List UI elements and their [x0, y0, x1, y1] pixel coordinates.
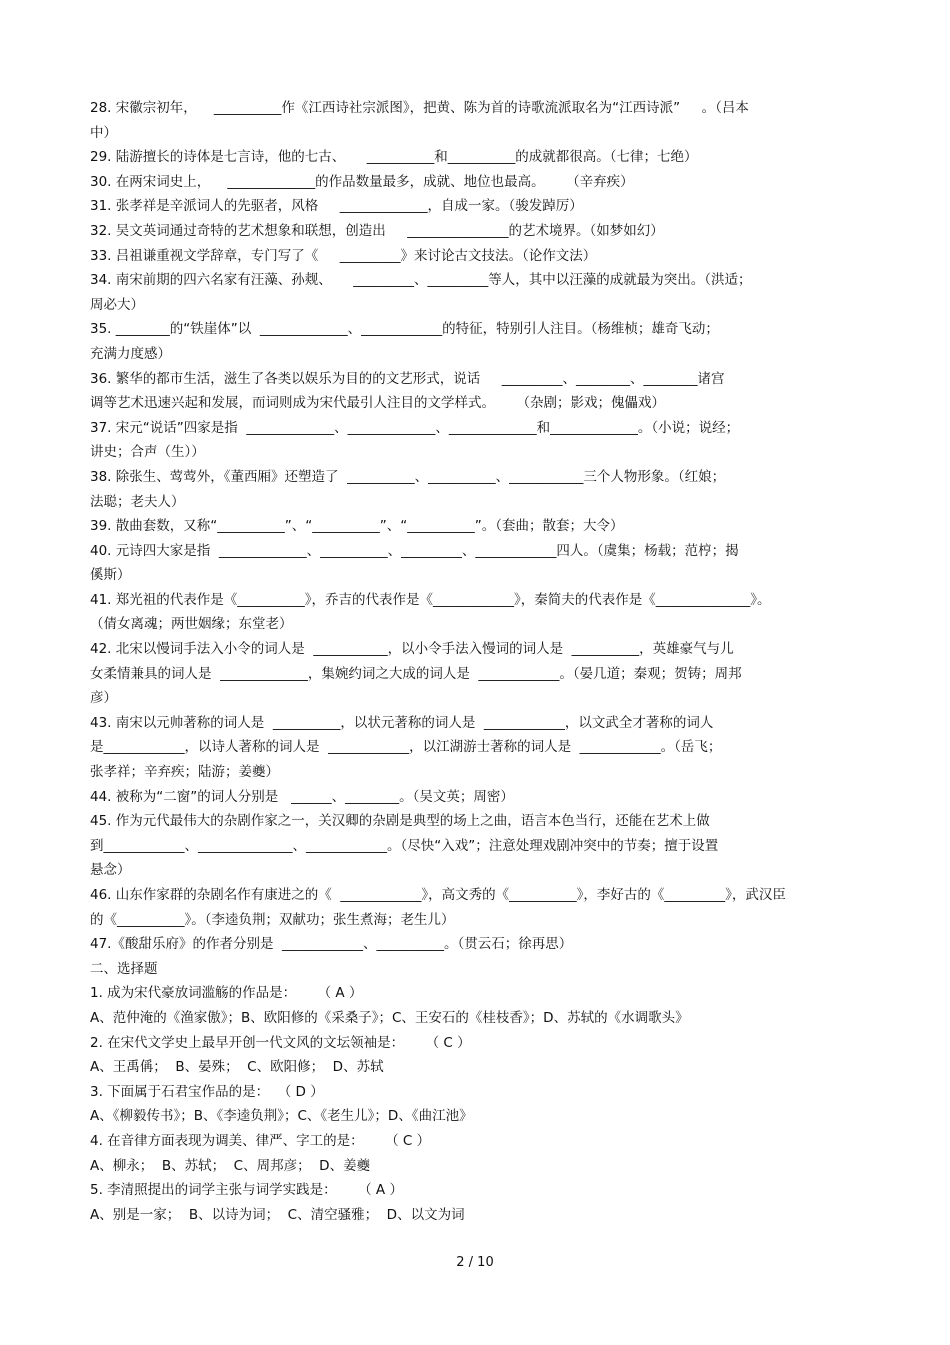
text-line: A、别是一家； B、以诗为词； C、清空骚雅； D、以文为词: [90, 1206, 465, 1223]
text-line: 傒斯）: [90, 567, 131, 584]
text-line: A、《柳毅传书》；B、《李逵负荆》；C、《老生儿》；D、《曲江池》: [90, 1108, 473, 1125]
text-line: 32. 吴文英词通过奇特的艺术想象和联想，创造出 _______________的艺术境界。（如梦如幻）: [90, 222, 664, 239]
text-line: 45. 作为元代最伟大的杂剧作家之一，关汉卿的杂剧是典型的场上之曲，语言本色当行，还能在艺术上做: [90, 813, 710, 830]
text-line: 46. 山东作家群的杂剧名作有康进之的《 ____________》，高文秀的《__________》，李好古的《_________》，武汉臣: [90, 887, 786, 903]
text-line: A、王禹偁； B、晏殊； C、欧阳修； D、苏轼: [90, 1059, 384, 1076]
page-number: 2 / 10: [456, 1255, 494, 1270]
text-line: 47.《酸甜乐府》的作者分别是 ____________、__________。（贯云石；徐再思）: [90, 936, 573, 953]
text-line: 到____________、______________、____________。（尽快“入戏”；注意处理戏剧冲突中的节奏；擅于设置: [90, 837, 719, 854]
text-line: 讲史；合声（生））: [90, 444, 205, 461]
text-line: 法聪；老夫人）: [90, 493, 185, 510]
text-line: 29. 陆游擅长的诗体是七言诗，他的七古、 __________和__________的成就都很高。（七律；七绝）: [90, 149, 698, 166]
text-line: 中）: [90, 124, 117, 141]
text-line: 周必大）: [90, 296, 144, 313]
text-line: 40. 元诗四大家是指 _____________、__________、_________、____________四人。（虞集；杨载；范梈；揭: [90, 542, 739, 559]
text-line: A、范仲淹的《渔家傲》；B、欧阳修的《采桑子》；C、王安石的《桂枝香》；D、苏轼的《水调歌头》: [90, 1009, 689, 1026]
text-line: 是____________，以诗人著称的词人是 ____________，以江湖游士著称的词人是 ____________。（岳飞；: [90, 739, 722, 756]
text-line: 28. 宋徽宗初年， __________作《江西诗社宗派图》，把黄、陈为首的诗歌流派取名为“江西诗派” 。（吕本: [90, 100, 749, 116]
text-line: 女柔情兼具的词人是 _____________，集婉约词之大成的词人是 ____________。（晏几道；秦观；贺铸；周邦: [90, 665, 742, 682]
text-line: 4. 在音律方面表现为调美、律严、字工的是： （ C ）: [90, 1132, 431, 1149]
text-line: 33. 吕祖谦重视文学辞章，专门写了《 _________》来讨论古文技法。（论作文法）: [90, 247, 597, 264]
page-content: [90, 96, 860, 1227]
text-line: 44. 被称为“二窗”的词人分别是 ______、________。（吴文英；周密）: [90, 788, 514, 805]
text-line: 3. 下面属于石君宝作品的是： （ D ）: [90, 1083, 324, 1100]
text-line: 36. 繁华的都市生活，滋生了各类以娱乐为目的的文艺形式，说话 _________、________、________诸宫: [90, 370, 725, 387]
text-line: 2. 在宋代文学史上最早开创一代文风的文坛领袖是： （ C ）: [90, 1034, 471, 1051]
text-line: 39. 散曲套数，又称“__________”、“__________”、“__________”。（套曲；散套；大令）: [90, 518, 624, 535]
text-line: 悬念）: [90, 862, 131, 879]
text-line: （倩女离魂；两世姻缘；东堂老）: [90, 616, 293, 633]
text-line: A、柳永； B、苏轼； C、周邦彦； D、姜夔: [90, 1157, 371, 1174]
text-line: 42. 北宋以慢词手法入小令的词人是 ___________，以小令手法入慢词的词人是 __________，英雄豪气与儿: [90, 641, 734, 658]
text-line: 彦）: [90, 690, 117, 707]
text-line: 43. 南宋以元帅著称的词人是 __________，以状元著称的词人是 ____________，以文武全才著称的词人: [90, 714, 714, 731]
text-line: 充满力度感）: [90, 345, 171, 362]
text-line: 张孝祥；辛弃疾；陆游；姜夔）: [90, 764, 279, 781]
text-line: 41. 郑光祖的代表作是《__________》，乔吉的代表作是《____________》，秦简夫的代表作是《______________》。: [90, 591, 771, 608]
text-line: 30. 在两宋词史上， _____________的作品数量最多，成就、地位也最高。 （辛弃疾）: [90, 173, 634, 190]
text-line: 1. 成为宋代豪放词滥觞的作品是： （ A ）: [90, 985, 363, 1002]
text-line: 的《__________》。（李逵负荆；双献功；张生煮海；老生儿）: [90, 911, 455, 928]
text-line: 37. 宋元“说话”四家是指 _____________、_____________、_____________和_____________。（小说；说经；: [90, 419, 740, 436]
text-line: 二、选择题: [90, 960, 158, 977]
text-line: 5. 李清照提出的词学主张与词学实践是： （ A ）: [90, 1182, 403, 1199]
text-line: 调等艺术迅速兴起和发展，而词则成为宋代最引人注目的文学样式。 （杂剧；影戏；傀儡戏）: [90, 395, 665, 412]
text-line: 34. 南宋前期的四六名家有汪藻、孙觌、 _________、_________等人，其中以汪藻的成就最为突出。（洪适；: [90, 272, 752, 289]
text-line: 38. 除张生、莺莺外，《董西厢》还塑造了 __________、__________、___________三个人物形象。（红娘；: [90, 468, 726, 485]
text-line: 35. ________的“铁崖体”以 _____________、____________的特征，特别引人注目。（杨维桢；雄奇飞动；: [90, 321, 719, 338]
text-line: 31. 张孝祥是辛派词人的先驱者，风格 _____________，自成一家。（骏发踔厉）: [90, 198, 583, 215]
